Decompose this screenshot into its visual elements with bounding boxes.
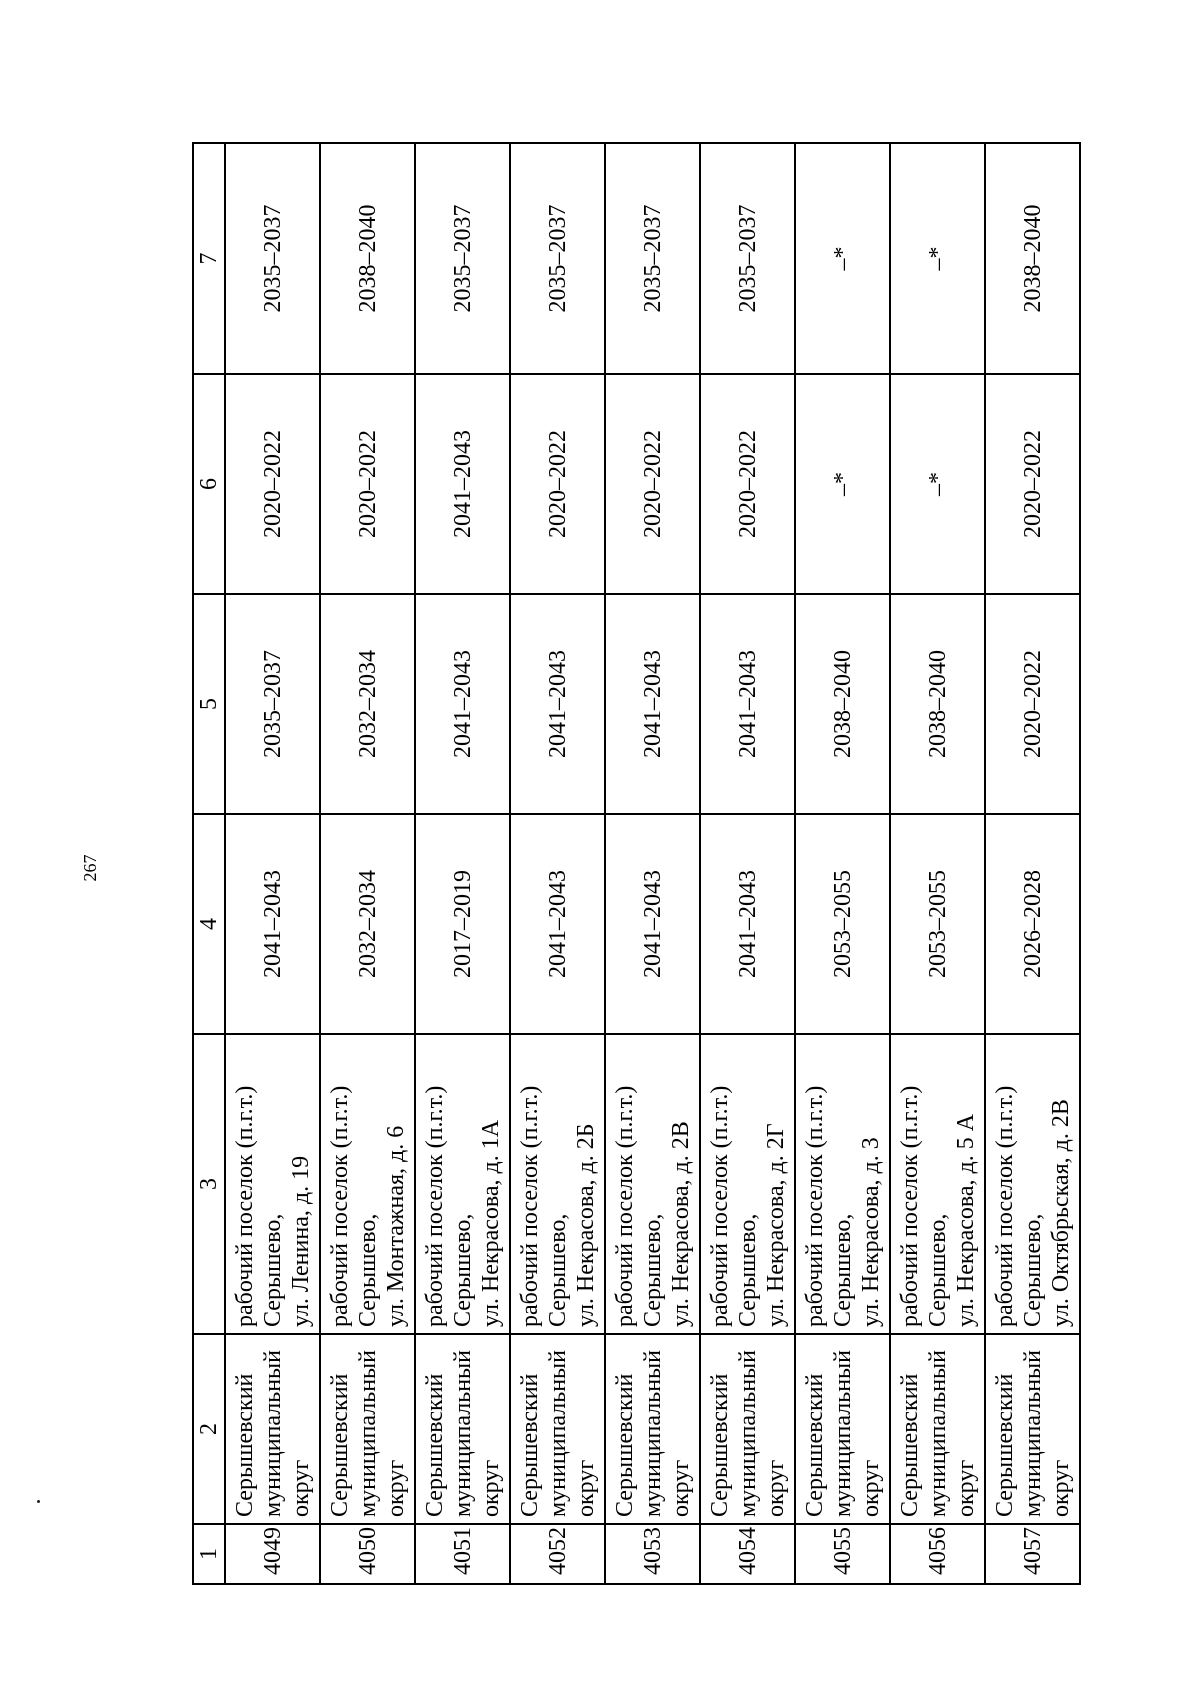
period-cell-col5: 2041–2043 [415, 594, 510, 814]
district-cell [320, 1334, 415, 1524]
row-number-cell: 4053 [605, 1524, 700, 1584]
period-cell-col4: 2041–2043 [605, 814, 700, 1034]
period-cell-col4: 2053–2055 [890, 814, 985, 1034]
address-line: рабочий поселок (п.г.т.) [231, 1085, 258, 1327]
address-cell [605, 1034, 700, 1334]
period-cell-col5: 2038–2040 [890, 594, 985, 814]
table-row [225, 143, 320, 1584]
period-cell-col4: 2053–2055 [795, 814, 890, 1034]
district-line: муниципальный [354, 1349, 381, 1517]
row-number-cell: 4052 [510, 1524, 605, 1584]
address-line: Серышево, [259, 1213, 286, 1327]
district-cell [985, 1334, 1080, 1524]
address-line: Серышево, [924, 1213, 951, 1327]
rotated-table-frame [192, 144, 1079, 1585]
period-cell-col5: 2038–2040 [795, 594, 890, 814]
address-line: рабочий поселок (п.г.т.) [516, 1085, 543, 1327]
address-line: рабочий поселок (п.г.т.) [326, 1085, 353, 1327]
district-cell [605, 1334, 700, 1524]
row-number-cell: 4051 [415, 1524, 510, 1584]
period-cell-col6: 2020–2022 [510, 374, 605, 594]
table-row [510, 143, 605, 1584]
header-cell-2: 2 [193, 1334, 225, 1524]
address-line: рабочий поселок (п.г.т.) [706, 1085, 733, 1327]
address-line: ул. Монтажная, д. 6 [382, 1125, 409, 1327]
period-cell-col7: 2038–2040 [320, 143, 415, 374]
table-container [192, 144, 1079, 1585]
district-line: Серышевский [896, 1373, 923, 1517]
table-row [605, 143, 700, 1584]
district-line: Серышевский [231, 1373, 258, 1517]
district-line: округ [382, 1459, 409, 1517]
period-cell-col5: 2035–2037 [225, 594, 320, 814]
table-row [415, 143, 510, 1584]
period-cell-col7: 2035–2037 [510, 143, 605, 374]
address-line: ул. Ленина, д. 19 [287, 1155, 314, 1327]
district-line: муниципальный [449, 1349, 476, 1517]
header-cell-3: 3 [193, 1034, 225, 1334]
period-cell-col6: 2020–2022 [605, 374, 700, 594]
row-number-cell: 4055 [795, 1524, 890, 1584]
district-line: округ [952, 1459, 979, 1517]
address-line: Серышево, [449, 1213, 476, 1327]
data-table [192, 142, 1081, 1585]
address-line: Серышево, [639, 1213, 666, 1327]
address-cell [225, 1034, 320, 1334]
period-cell-col5: 2032–2034 [320, 594, 415, 814]
district-line: муниципальный [544, 1349, 571, 1517]
period-cell-col6: 2020–2022 [225, 374, 320, 594]
district-line: муниципальный [734, 1349, 761, 1517]
district-cell [510, 1334, 605, 1524]
table-row [985, 143, 1080, 1584]
district-line: муниципальный [1019, 1349, 1046, 1517]
district-cell [700, 1334, 795, 1524]
period-cell-col4: 2041–2043 [510, 814, 605, 1034]
row-number-cell: 4049 [225, 1524, 320, 1584]
district-line: округ [572, 1459, 599, 1517]
district-line: Серышевский [516, 1373, 543, 1517]
period-cell-col7: 2035–2037 [700, 143, 795, 374]
district-line: муниципальный [639, 1349, 666, 1517]
district-line: Серышевский [991, 1373, 1018, 1517]
period-cell-col6: 2020–2022 [320, 374, 415, 594]
address-cell [510, 1034, 605, 1334]
scan-speck [37, 1500, 40, 1503]
district-line: Серышевский [421, 1373, 448, 1517]
period-cell-col6: 2041–2043 [415, 374, 510, 594]
district-line: округ [477, 1459, 504, 1517]
district-line: Серышевский [611, 1373, 638, 1517]
address-line: Серышево, [734, 1213, 761, 1327]
address-line: Серышево, [544, 1213, 571, 1327]
address-cell [320, 1034, 415, 1334]
district-cell [795, 1334, 890, 1524]
district-line: муниципальный [829, 1349, 856, 1517]
page-number: 267 [80, 854, 100, 882]
period-cell-col7: 2035–2037 [605, 143, 700, 374]
header-cell-1: 1 [193, 1524, 225, 1584]
period-cell-col4: 2041–2043 [700, 814, 795, 1034]
district-line: округ [762, 1459, 789, 1517]
district-line: округ [287, 1459, 314, 1517]
row-number-cell: 4050 [320, 1524, 415, 1584]
table-row [890, 143, 985, 1584]
period-cell-col5: 2041–2043 [510, 594, 605, 814]
period-cell-col7: 2038–2040 [985, 143, 1080, 374]
address-line: рабочий поселок (п.г.т.) [991, 1085, 1018, 1327]
address-line: ул. Некрасова, д. 2Б [572, 1123, 599, 1327]
period-cell-col6: –* [795, 374, 890, 594]
period-cell-col7: 2035–2037 [225, 143, 320, 374]
address-cell [415, 1034, 510, 1334]
address-line: Серышево, [1019, 1213, 1046, 1327]
period-cell-col4: 2032–2034 [320, 814, 415, 1034]
district-line: Серышевский [801, 1373, 828, 1517]
period-cell-col4: 2026–2028 [985, 814, 1080, 1034]
address-line: ул. Некрасова, д. 2Г [762, 1123, 789, 1327]
header-cell-4: 4 [193, 814, 225, 1034]
table-row [320, 143, 415, 1584]
address-cell [700, 1034, 795, 1334]
period-cell-col6: –* [890, 374, 985, 594]
address-line: ул. Некрасова, д. 1А [477, 1119, 504, 1327]
district-cell [890, 1334, 985, 1524]
district-line: округ [1047, 1459, 1074, 1517]
period-cell-col6: 2020–2022 [985, 374, 1080, 594]
period-cell-col7: –* [890, 143, 985, 374]
district-line: муниципальный [924, 1349, 951, 1517]
address-line: ул. Октябрьская, д. 2В [1047, 1099, 1074, 1327]
district-line: Серышевский [326, 1373, 353, 1517]
address-line: рабочий поселок (п.г.т.) [421, 1085, 448, 1327]
address-line: ул. Некрасова, д. 2В [667, 1121, 694, 1327]
address-line: рабочий поселок (п.г.т.) [896, 1085, 923, 1327]
address-line: рабочий поселок (п.г.т.) [611, 1085, 638, 1327]
address-line: рабочий поселок (п.г.т.) [801, 1085, 828, 1327]
header-cell-5: 5 [193, 594, 225, 814]
address-line: ул. Некрасова, д. 5 А [952, 1113, 979, 1327]
table-row [700, 143, 795, 1584]
table-body [193, 143, 1080, 1584]
address-cell [985, 1034, 1080, 1334]
district-line: округ [667, 1459, 694, 1517]
address-cell [890, 1034, 985, 1334]
period-cell-col5: 2020–2022 [985, 594, 1080, 814]
header-row [193, 143, 225, 1584]
period-cell-col4: 2017–2019 [415, 814, 510, 1034]
address-line: ул. Некрасова, д. 3 [857, 1137, 884, 1327]
row-number-cell: 4056 [890, 1524, 985, 1584]
period-cell-col4: 2041–2043 [225, 814, 320, 1034]
address-line: Серышево, [829, 1213, 856, 1327]
period-cell-col7: –* [795, 143, 890, 374]
header-cell-7: 7 [193, 143, 225, 374]
address-line: Серышево, [354, 1213, 381, 1327]
district-cell [225, 1334, 320, 1524]
period-cell-col5: 2041–2043 [605, 594, 700, 814]
period-cell-col6: 2020–2022 [700, 374, 795, 594]
row-number-cell: 4054 [700, 1524, 795, 1584]
header-cell-6: 6 [193, 374, 225, 594]
district-line: муниципальный [259, 1349, 286, 1517]
district-cell [415, 1334, 510, 1524]
district-line: Серышевский [706, 1373, 733, 1517]
table-row [795, 143, 890, 1584]
period-cell-col5: 2041–2043 [700, 594, 795, 814]
period-cell-col7: 2035–2037 [415, 143, 510, 374]
row-number-cell: 4057 [985, 1524, 1080, 1584]
address-cell [795, 1034, 890, 1334]
district-line: округ [857, 1459, 884, 1517]
